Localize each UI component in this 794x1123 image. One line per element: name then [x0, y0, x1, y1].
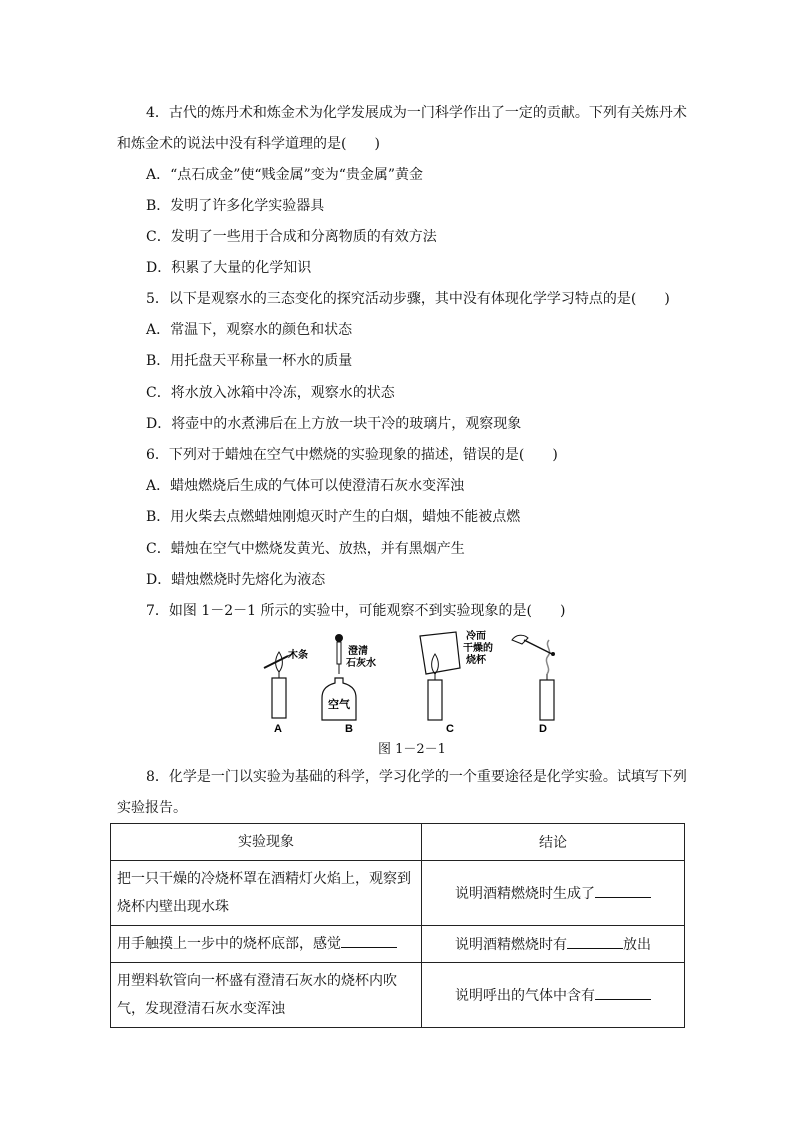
row1-answer-blank[interactable]: [595, 883, 651, 898]
label-limewater-1: 澄清: [348, 646, 368, 657]
row3-conclusion: [422, 963, 685, 1028]
q4-stem-line2: 和炼金术的说法中没有科学道理的是( ): [117, 136, 380, 152]
figure-d-candle-smoke: [512, 635, 555, 720]
q4-option-b: B．发明了许多化学实验器具: [146, 198, 325, 214]
figure-b-bottle: [322, 634, 376, 720]
label-beaker-3: 烧杯: [466, 655, 486, 666]
header-conclusion: 结论: [422, 824, 685, 861]
figure-letter-c: C: [446, 723, 454, 735]
row1-conclusion-text: 说明酒精燃烧时生成了: [455, 886, 595, 902]
q8-stem-line1: 8．化学是一门以实验为基础的科学，学习化学的一个重要途径是化学实验。试填写下列: [146, 769, 687, 785]
figure-a-candle-wood: [264, 648, 308, 718]
q5-option-a: A．常温下，观察水的颜色和状态: [146, 322, 353, 338]
experiment-report-table: [110, 823, 685, 1028]
row2-conclusion-post: 放出: [623, 937, 651, 953]
figure-caption: 图 1－2－1: [378, 742, 446, 757]
table-row: [111, 861, 685, 926]
figure-letter-b: B: [345, 723, 353, 735]
q6-option-c: C．蜡烛在空气中燃烧发黄光、放热，并有黑烟产生: [146, 541, 465, 557]
row2-phenomenon-text: 用手触摸上一步中的烧杯底部，感觉: [117, 936, 341, 952]
row2-answer-blank[interactable]: [567, 934, 623, 949]
label-air: 空气: [328, 699, 350, 711]
q6-option-b: B．用火柴去点燃蜡烛刚熄灭时产生的白烟，蜡烛不能被点燃: [146, 509, 521, 525]
row2-phenomenon: [111, 926, 422, 963]
row2-conclusion: [422, 926, 685, 963]
q4-option-a: A．“点石成金”使“贱金属”变为“贵金属”黄金: [146, 167, 424, 183]
figure-letter-a: A: [274, 723, 282, 735]
q5-option-d: D．将壶中的水煮沸后在上方放一块干冷的玻璃片，观察现象: [146, 416, 522, 432]
row2-conclusion-text: 说明酒精燃烧时有: [455, 937, 567, 953]
table-header-row: [111, 824, 685, 861]
header-phenomenon: 实验现象: [111, 824, 422, 861]
q4-stem-line1: 4．古代的炼丹术和炼金术为化学发展成为一门科学作出了一定的贡献。下列有关炼丹术: [146, 105, 687, 121]
row3-answer-blank[interactable]: [595, 985, 651, 1000]
label-wood: 木条: [288, 650, 308, 661]
experiment-figure: [260, 628, 560, 736]
row3-phenomenon: 用塑料软管向一杯盛有澄清石灰水的烧杯内吹气，发现澄清石灰水变浑浊: [111, 963, 422, 1028]
table-row: [111, 926, 685, 963]
q6-option-a: A．蜡烛燃烧后生成的气体可以使澄清石灰水变浑浊: [146, 478, 465, 494]
row1-conclusion: [422, 861, 685, 926]
q6-stem: 6．下列对于蜡烛在空气中燃烧的实验现象的描述，错误的是( ): [146, 447, 558, 463]
q7-stem: 7．如图 1－2－1 所示的实验中，可能观察不到实验现象的是( ): [146, 603, 566, 619]
row3-conclusion-text: 说明呼出的气体中含有: [455, 988, 595, 1004]
figure-letter-d: D: [539, 723, 547, 735]
q4-option-c: C．发明了一些用于合成和分离物质的有效方法: [146, 229, 437, 245]
q8-stem-line2: 实验报告。: [117, 800, 187, 816]
row1-phenomenon: 把一只干燥的冷烧杯罩在酒精灯火焰上，观察到烧杯内壁出现水珠: [111, 861, 422, 926]
row2-phenomenon-blank[interactable]: [341, 933, 397, 948]
q5-option-c: C．将水放入冰箱中冷冻，观察水的状态: [146, 385, 395, 401]
table-row: [111, 963, 685, 1028]
q5-stem: 5．以下是观察水的三态变化的探究活动步骤，其中没有体现化学学习特点的是( ): [146, 291, 670, 307]
label-limewater-2: 石灰水: [346, 658, 376, 669]
q5-option-b: B．用托盘天平称量一杯水的质量: [146, 353, 353, 369]
q4-option-d: D．积累了大量的化学知识: [146, 260, 312, 276]
label-beaker-2: 干燥的: [463, 643, 493, 654]
label-beaker-1: 冷而: [466, 631, 486, 642]
q6-option-d: D．蜡烛燃烧时先熔化为液态: [146, 572, 326, 588]
figure-c-beaker: [420, 629, 493, 720]
